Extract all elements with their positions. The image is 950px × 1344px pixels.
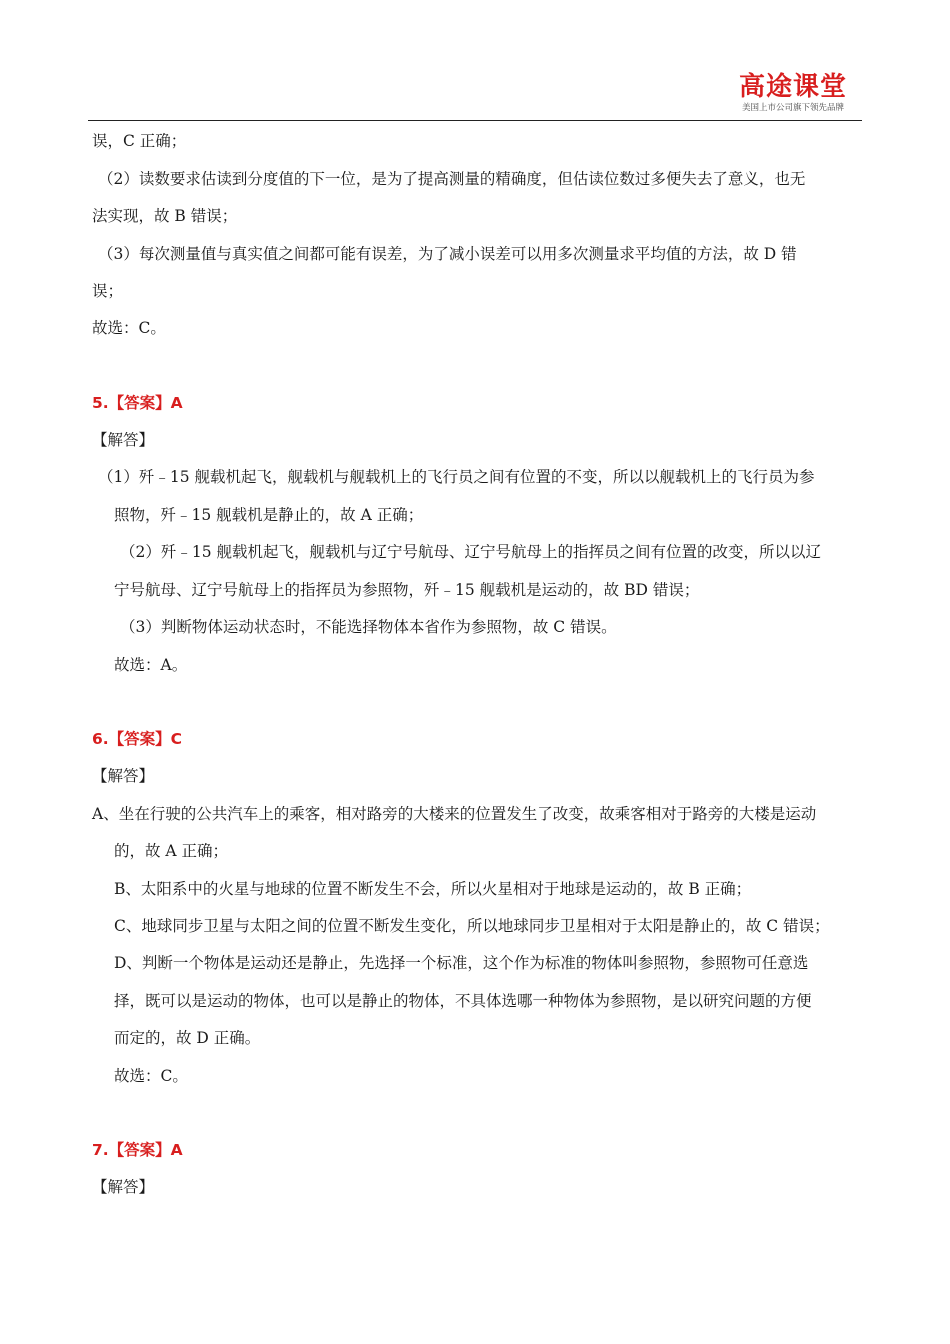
brand-logo	[738, 72, 848, 114]
q5-line-6: 故选：A。	[114, 656, 188, 674]
q6-line-2: 的，故 A 正确；	[114, 842, 229, 860]
q5-line-4: 宁号航母、辽宁号航母上的指挥员为参照物，歼﹣15 舰载机是运动的，故 BD 错误；	[114, 581, 700, 599]
logo-text: 高途课堂	[738, 72, 847, 102]
q4-line-3: 法实现，故 B 错误；	[92, 207, 238, 225]
q6-line-1: A、坐在行驶的公共汽车上的乘客，相对路旁的大楼来的位置发生了改变，故乘客相对于路旁的大楼是运动	[92, 805, 817, 823]
q4-line-4: （3）每次测量值与真实值之间都可能有误差，为了减小误差可以用多次测量求平均值的方法，故 D 错	[98, 245, 797, 263]
q5-line-5: （3）判断物体运动状态时，不能选择物体本省作为参照物，故 C 错误。	[120, 618, 617, 636]
q4-line-1: 误，C 正确；	[92, 132, 187, 150]
q6-line-4: C、地球同步卫星与太阳之间的位置不断发生变化，所以地球同步卫星相对于太阳是静止的，故 C 错误；	[114, 917, 830, 935]
q6-line-5: D、判断一个物体是运动还是静止，先选择一个标准，这个作为标准的物体叫参照物，参照物可任意选	[114, 954, 809, 972]
q6-line-3: B、太阳系中的火星与地球的位置不断发生不会，所以火星相对于地球是运动的，故 B 正确；	[114, 880, 752, 898]
q5-solution-label: 【解答】	[92, 431, 155, 449]
q6-line-7: 而定的，故 D 正确。	[114, 1029, 261, 1047]
q6-answer-heading: 6.【答案】C	[92, 730, 183, 748]
q5-line-1: （1）歼﹣15 舰载机起飞，舰载机与舰载机上的飞行员之间有位置的不变，所以以舰载机上的飞行员为参	[98, 468, 815, 486]
q4-line-2: （2）读数要求估读到分度值的下一位，是为了提高测量的精确度，但估读位数过多便失去了意义，也无	[98, 170, 806, 188]
q6-line-6: 择，既可以是运动的物体，也可以是静止的物体，不具体选哪一种物体为参照物，是以研究问题的方便	[114, 992, 812, 1010]
q7-answer-heading: 7.【答案】A	[92, 1141, 183, 1159]
header-divider	[88, 120, 862, 121]
q5-line-2: 照物，歼﹣15 舰载机是静止的，故 A 正确；	[114, 506, 424, 524]
q5-line-3: （2）歼﹣15 舰载机起飞，舰载机与辽宁号航母、辽宁号航母上的指挥员之间有位置的改变，所以以辽	[120, 543, 822, 561]
q6-line-8: 故选：C。	[114, 1067, 188, 1085]
q4-line-5: 误；	[92, 282, 124, 300]
q7-solution-label: 【解答】	[92, 1178, 155, 1196]
q6-solution-label: 【解答】	[92, 767, 155, 785]
q4-line-6: 故选：C。	[92, 319, 166, 337]
q5-answer-heading: 5.【答案】A	[92, 394, 183, 412]
logo-subtext: 美国上市公司旗下领先品牌	[741, 103, 844, 113]
